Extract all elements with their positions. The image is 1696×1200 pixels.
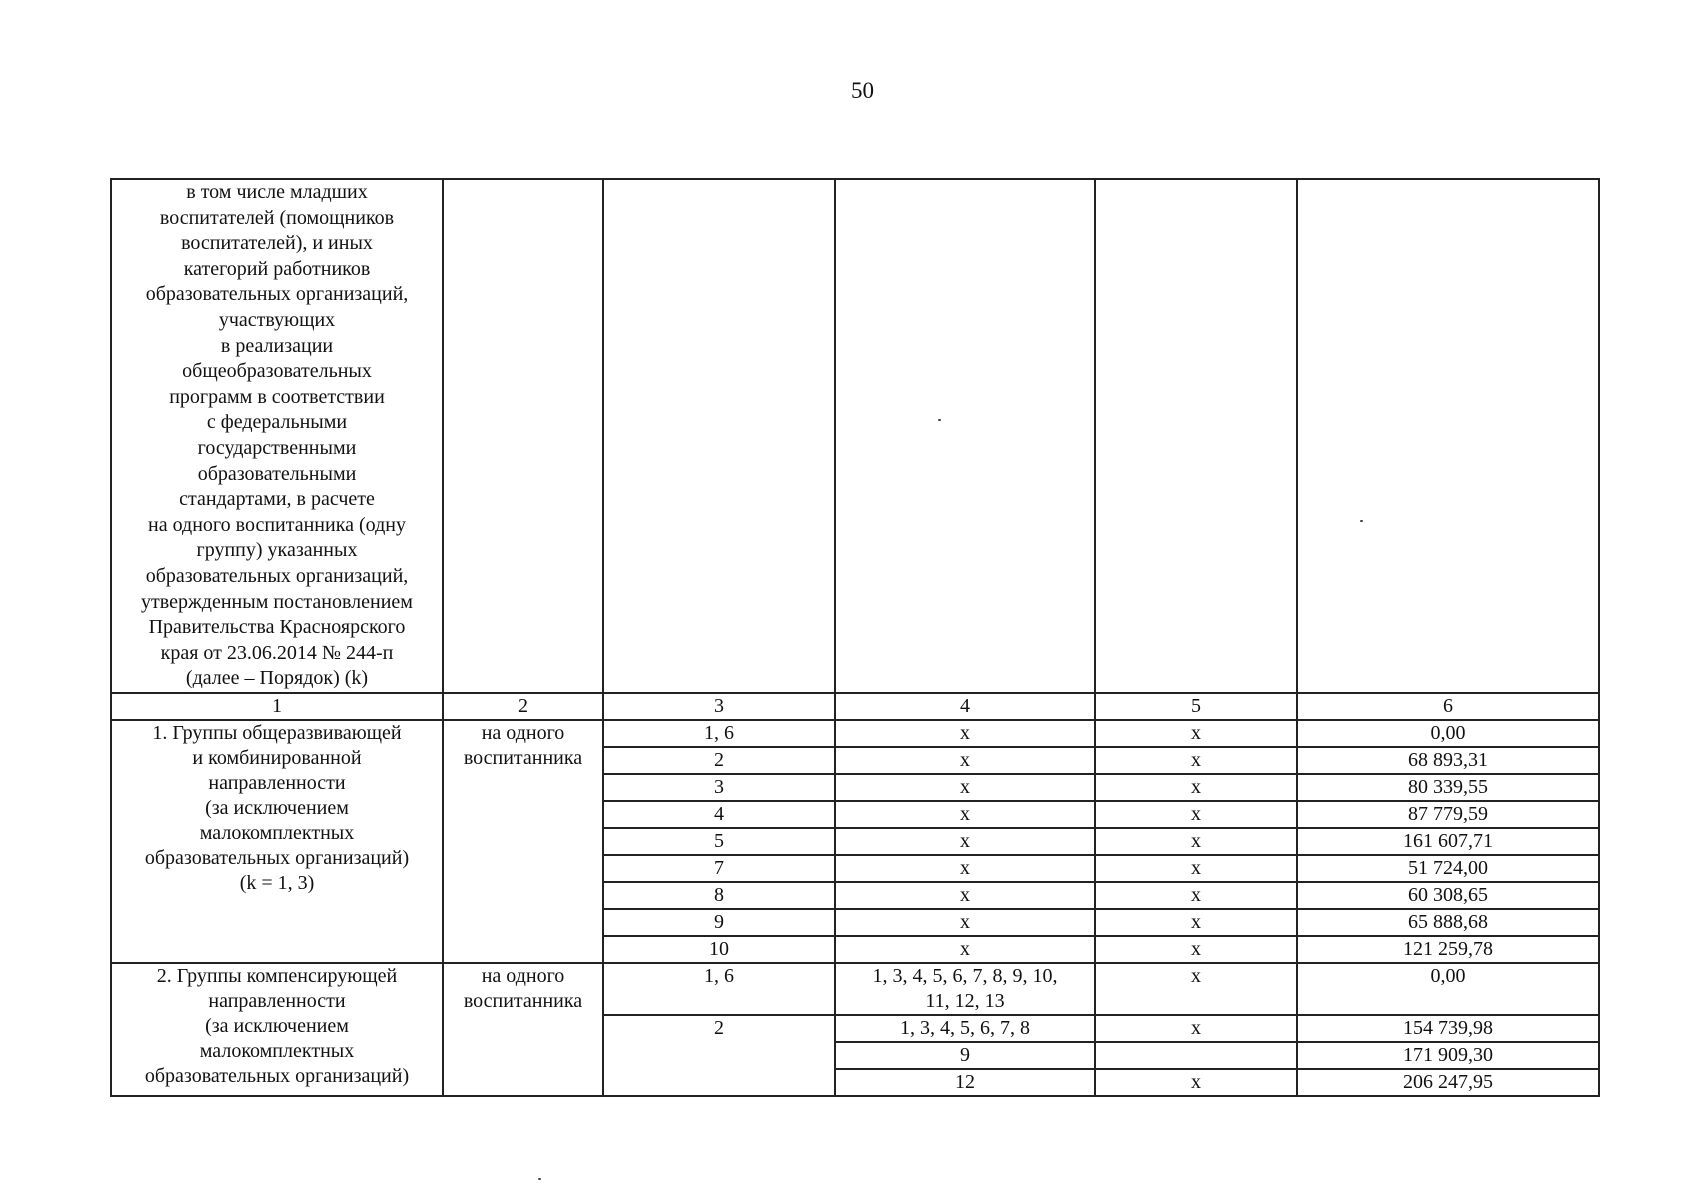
- cell-col4: 1, 3, 4, 5, 6, 7, 8: [835, 1015, 1095, 1042]
- header-line: (далее – Порядок) (k): [185, 667, 369, 690]
- table-row: [111, 963, 1599, 1015]
- header-line: образовательных организаций,: [145, 564, 409, 587]
- cell-col3: 1, 6: [603, 720, 835, 747]
- header-line: образовательных организаций,: [145, 283, 409, 306]
- cell-col3: 8: [603, 882, 835, 909]
- column-number: 5: [1095, 693, 1297, 720]
- cell-col4: х: [835, 909, 1095, 936]
- group-name-line: (k = 1, 3): [239, 872, 315, 894]
- group-name-line: 2. Группы компенсирующей: [156, 965, 398, 987]
- header-line: в том числе младших: [186, 181, 368, 203]
- cell-col6: 161 607,71: [1297, 828, 1599, 855]
- group-name-line: направленности: [208, 772, 346, 794]
- group-name-line: направленности: [208, 990, 346, 1012]
- cell-col6: 0,00: [1297, 720, 1599, 747]
- header-empty-cell: [443, 179, 603, 693]
- header-empty-cell: [1095, 179, 1297, 693]
- group-name-line: 1. Группы общеразвивающей: [152, 722, 402, 744]
- cell-col6: 171 909,30: [1297, 1042, 1599, 1069]
- header-line: Правительства Красноярского: [148, 616, 406, 639]
- column-number: 6: [1297, 693, 1599, 720]
- cell-col4: х: [835, 720, 1095, 747]
- cell-col5: х: [1095, 774, 1297, 801]
- cell-col5: [1095, 1042, 1297, 1069]
- cell-col4: х: [835, 747, 1095, 774]
- header-line: программ в соответствии: [169, 385, 385, 408]
- header-line: общеобразовательных: [182, 360, 372, 383]
- cell-col5: х: [1095, 1015, 1297, 1042]
- header-line: стандартами, в расчете: [179, 488, 375, 511]
- cell-line: 1, 3, 4, 5, 6, 7, 8, 9, 10,: [872, 965, 1058, 987]
- group-name-line: образовательных организаций): [144, 1065, 410, 1087]
- header-line: на одного воспитанника (одну: [148, 513, 406, 536]
- group-name-line: (за исключением: [205, 1015, 349, 1037]
- cell-col4: х: [835, 936, 1095, 963]
- cell-col6: 65 888,68: [1297, 909, 1599, 936]
- cell-col6: 68 893,31: [1297, 747, 1599, 774]
- cell-col3: 4: [603, 801, 835, 828]
- cell-col3: 7: [603, 855, 835, 882]
- column-number-row: [111, 693, 1599, 720]
- cell-col4: х: [835, 855, 1095, 882]
- cell-col5: х: [1095, 747, 1297, 774]
- header-line: образовательными: [197, 462, 357, 485]
- cell-col5: х: [1095, 801, 1297, 828]
- cell-col6: 154 739,98: [1297, 1015, 1599, 1042]
- group-name-line: (за исключением: [205, 797, 349, 819]
- header-empty-cell: [1297, 179, 1599, 693]
- header-line: воспитателей), и иных: [181, 232, 373, 255]
- scan-speck: [1360, 520, 1363, 522]
- cell-col5: х: [1095, 909, 1297, 936]
- cell-col3: 10: [603, 936, 835, 963]
- group-name-line: образовательных организаций): [144, 847, 410, 869]
- unit-line: на одного: [481, 965, 565, 987]
- cell-col6: 121 259,78: [1297, 936, 1599, 963]
- cell-col5: х: [1095, 963, 1297, 1015]
- scan-speck: [938, 419, 941, 421]
- scan-speck: [538, 1178, 541, 1180]
- cell-col3: 9: [603, 909, 835, 936]
- cell-col6: 80 339,55: [1297, 774, 1599, 801]
- column-number: 2: [443, 693, 603, 720]
- header-line: участвующих: [218, 308, 336, 331]
- group-name-line: и комбинированной: [192, 747, 362, 769]
- cell-col4: х: [835, 882, 1095, 909]
- cell-col4: 9: [835, 1042, 1095, 1069]
- header-line: в реализации: [220, 334, 334, 357]
- cell-col6: 206 247,95: [1297, 1069, 1599, 1096]
- cell-col4: [835, 963, 1095, 1015]
- column-number: 4: [835, 693, 1095, 720]
- cell-col5: х: [1095, 828, 1297, 855]
- cell-col5: х: [1095, 855, 1297, 882]
- cell-col3: 2: [603, 747, 835, 774]
- header-line: категорий работников: [183, 257, 371, 280]
- group-name-line: малокомплектных: [199, 1040, 355, 1062]
- header-empty-cell: [603, 179, 835, 693]
- unit-line: воспитанника: [463, 990, 583, 1012]
- unit-line: воспитанника: [463, 747, 583, 769]
- column-number: 3: [603, 693, 835, 720]
- cell-col3: 3: [603, 774, 835, 801]
- cell-col3: 1, 6: [603, 963, 835, 1015]
- cell-col5: х: [1095, 720, 1297, 747]
- cell-col4: х: [835, 774, 1095, 801]
- cell-col6: 60 308,65: [1297, 882, 1599, 909]
- cell-col6: 87 779,59: [1297, 801, 1599, 828]
- group-name-line: малокомплектных: [199, 822, 355, 844]
- cell-line: 11, 12, 13: [925, 990, 1005, 1012]
- unit-cell: [443, 720, 603, 963]
- cell-col3: 2: [603, 1015, 835, 1096]
- group-name-cell: [111, 720, 443, 963]
- cell-col5: х: [1095, 882, 1297, 909]
- header-line: с федеральными: [206, 411, 348, 434]
- continuation-header-row: [111, 179, 1599, 693]
- cell-col6: 51 724,00: [1297, 855, 1599, 882]
- header-line: воспитателей (помощников: [159, 206, 395, 229]
- group-name-cell: [111, 963, 443, 1096]
- cell-col5: х: [1095, 1069, 1297, 1096]
- cell-col5: х: [1095, 936, 1297, 963]
- column-number: 1: [111, 693, 443, 720]
- cell-col4: х: [835, 801, 1095, 828]
- header-line: края от 23.06.2014 № 244-п: [160, 641, 394, 664]
- page-number: 50: [851, 78, 874, 103]
- cell-col6: 0,00: [1297, 963, 1599, 1015]
- unit-line: на одного: [481, 722, 565, 744]
- header-line: утвержденным постановлением: [141, 590, 413, 613]
- cell-col3: 5: [603, 828, 835, 855]
- header-line: государственными: [197, 436, 357, 459]
- allocation-table: [110, 178, 1600, 1097]
- header-line: группу) указанных: [196, 539, 358, 562]
- header-description-cell: [111, 179, 443, 693]
- unit-cell: [443, 963, 603, 1096]
- cell-col4: 12: [835, 1069, 1095, 1096]
- header-empty-cell: [835, 179, 1095, 693]
- table-row: [111, 720, 1599, 747]
- cell-col4: х: [835, 828, 1095, 855]
